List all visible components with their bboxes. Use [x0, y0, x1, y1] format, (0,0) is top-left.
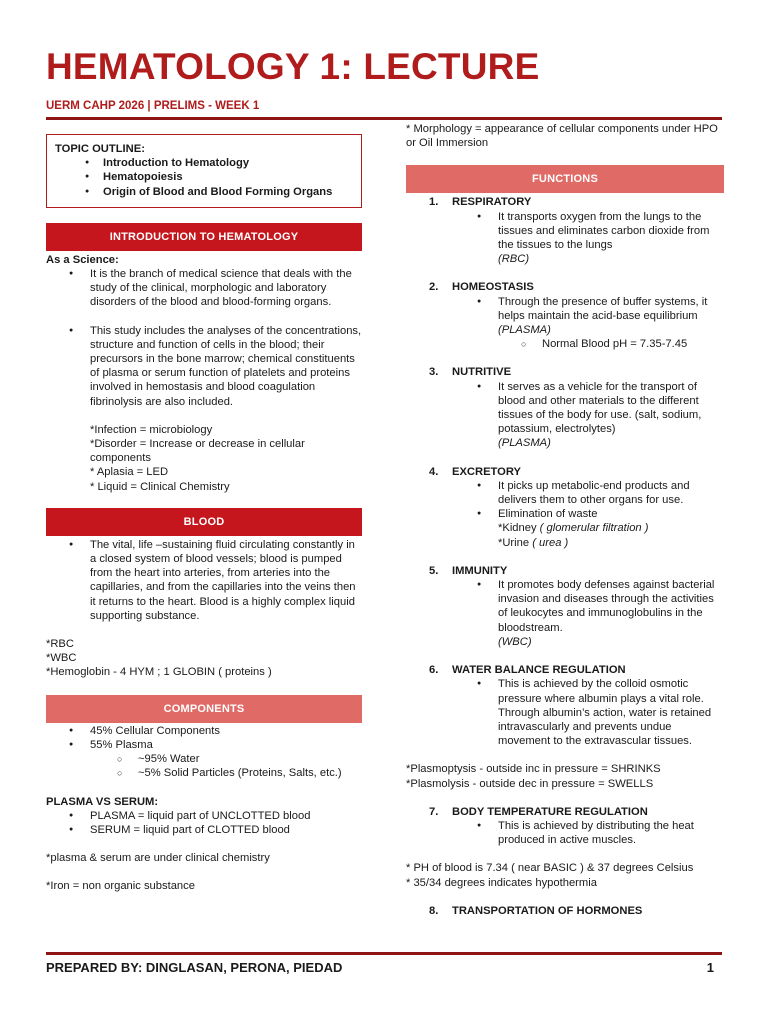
function-text: ● It promotes body defenses against bacterial invasion and diseases through the activities of leukocytes and immunoglobulins in the bloodstream. [406, 578, 724, 635]
kidney-label: *Kidney [498, 522, 537, 535]
components-banner: COMPONENTS [46, 695, 362, 723]
function-excretory [406, 465, 724, 550]
function-number: 8. [429, 904, 439, 917]
function-temperature [406, 805, 724, 848]
function-text: Through the presence of buffer systems, it helps maintain the acid-base equilibrium [498, 295, 708, 322]
function-hormones [406, 904, 724, 918]
function-number: 2. [429, 281, 439, 294]
components-subitem: ○ ~95% Water [46, 752, 362, 766]
function-title: TRANSPORTATION OF HORMONES [452, 904, 643, 917]
function-text: ● It transports oxygen from the lungs to the tissues and eliminates carbon dioxide from the tissues to the lungs [406, 210, 724, 253]
document-title: HEMATOLOGY 1: LECTURE [46, 46, 540, 87]
function-number: 7. [429, 805, 439, 818]
water-note: *Plasmolysis - outside dec in pressure = SWELLS [406, 777, 654, 790]
header-divider [46, 117, 722, 120]
function-nutritive [406, 365, 724, 450]
blood-note: *WBC [46, 652, 77, 665]
function-text: ● This is achieved by distributing the heat produced in active muscles. [406, 819, 724, 847]
function-title: IMMUNITY [452, 564, 508, 577]
function-water-balance [406, 663, 724, 748]
outline-item: ● Introduction to Hematology [55, 156, 353, 170]
function-title: WATER BALANCE REGULATION [452, 664, 626, 677]
components-subitem: ○ ~5% Solid Particles (Proteins, Salts, etc.) [46, 766, 362, 780]
topic-outline-list [55, 156, 353, 199]
function-text: ● It picks up metabolic-end products and delivers them to other organs for use. [406, 479, 724, 507]
function-number: 3. [429, 366, 439, 379]
function-text: ● This is achieved by the colloid osmotic pressure where albumin plays a vital role. Through albumin’s action, water is retained intravascularly and prevents undue movement to the extravascular tissues. [406, 677, 724, 748]
urine-label: *Urine [498, 536, 530, 549]
temperature-note: * 35/34 degrees indicates hypothermia [406, 876, 597, 889]
temperature-note: * PH of blood is 7.34 ( near BASIC ) & 37 degrees Celsius [406, 862, 694, 875]
topic-outline-box [46, 134, 362, 208]
function-text: ● It serves as a vehicle for the transport of blood and other materials to the different tissues of the body for use. (salt, sodium, potassium, electrolytes) [406, 380, 724, 437]
function-respiratory [406, 195, 724, 266]
function-number: 5. [429, 564, 439, 577]
left-column [46, 134, 362, 894]
function-title: EXCRETORY [452, 465, 522, 478]
intro-note: *Disorder = Increase or decrease in cellular components [90, 438, 305, 465]
function-title: BODY TEMPERATURE REGULATION [452, 805, 648, 818]
function-tag: (PLASMA) [498, 324, 551, 337]
blood-note: *Hemoglobin - 4 HYM ; 1 GLOBIN ( proteins ) [46, 666, 272, 679]
page-number: 1 [706, 960, 714, 975]
intro-note: * Liquid = Clinical Chemistry [90, 480, 230, 493]
footer-divider [46, 952, 722, 955]
functions-banner: FUNCTIONS [406, 165, 724, 193]
function-tag: (RBC) [498, 253, 530, 266]
blood-bullet: ● The vital, life –sustaining fluid circulating constantly in a closed system of blood vessels; blood is pumped from the heart into arteries, from arteries into the capillaries, and from the capillaries into the veins then it returns to the heart. Blood is a highly complex liquid supporting substance. [46, 538, 362, 623]
components-item: ● 55% Plasma [46, 738, 362, 752]
plasma-note: *plasma & serum are under clinical chemistry [46, 852, 270, 865]
intro-bullet: ● This study includes the analyses of the concentrations, structure and function of cells in the blood; their precursors in the bone marrow; chemical constituents of plasma or serum function of platelets and proteins involved in hemostasis and blood coagulation fibrinolysis are also included. [46, 324, 362, 409]
function-number: 1. [429, 196, 439, 209]
temperature-notes [406, 861, 724, 889]
water-balance-notes [406, 762, 724, 790]
function-title: NUTRITIVE [452, 366, 512, 379]
function-title: HOMEOSTASIS [452, 281, 534, 294]
right-column [406, 122, 724, 918]
function-subitem: ○ Normal Blood pH = 7.35-7.45 [406, 337, 724, 351]
intro-bullet: ● It is the branch of medical science that deals with the study of the clinical, morphologic and laboratory disorders of the blood and blood-forming organs. [46, 267, 362, 310]
function-tag: (WBC) [498, 635, 532, 648]
intro-note: * Aplasia = LED [90, 466, 169, 479]
blood-note: *RBC [46, 638, 74, 651]
outline-item: ● Origin of Blood and Blood Forming Organs [55, 185, 353, 199]
topic-outline-heading: TOPIC OUTLINE: [55, 143, 145, 155]
function-immunity [406, 564, 724, 649]
urine-tag: ( urea ) [532, 536, 569, 549]
function-number: 6. [429, 664, 439, 677]
plasma-serum-item: ● PLASMA = liquid part of UNCLOTTED blood [46, 809, 362, 823]
intro-note: *Infection = microbiology [90, 423, 213, 436]
function-homeostasis [406, 280, 724, 351]
iron-note: *Iron = non organic substance [46, 880, 195, 893]
water-note: *Plasmoptysis - outside inc in pressure = SHRINKS [406, 763, 661, 776]
function-title: RESPIRATORY [452, 196, 532, 209]
function-number: 4. [429, 465, 439, 478]
function-text: ● Elimination of waste [406, 507, 724, 521]
plasma-serum-item: ● SERUM = liquid part of CLOTTED blood [46, 823, 362, 837]
kidney-tag: ( glomerular filtration ) [539, 522, 649, 535]
outline-item: ● Hematopoiesis [55, 170, 353, 184]
science-heading: As a Science: [46, 253, 119, 266]
components-item: ● 45% Cellular Components [46, 724, 362, 738]
plasma-serum-heading: PLASMA VS SERUM: [46, 795, 159, 808]
function-tag: (PLASMA) [498, 437, 551, 450]
blood-banner: BLOOD [46, 508, 362, 536]
prepared-by: PREPARED BY: DINGLASAN, PERONA, PIEDAD [46, 960, 343, 975]
document-subtitle: UERM CAHP 2026 | PRELIMS - WEEK 1 [46, 100, 260, 112]
intro-banner: INTRODUCTION TO HEMATOLOGY [46, 223, 362, 251]
morphology-note: * Morphology = appearance of cellular components under HPO or Oil Immersion [406, 123, 718, 150]
